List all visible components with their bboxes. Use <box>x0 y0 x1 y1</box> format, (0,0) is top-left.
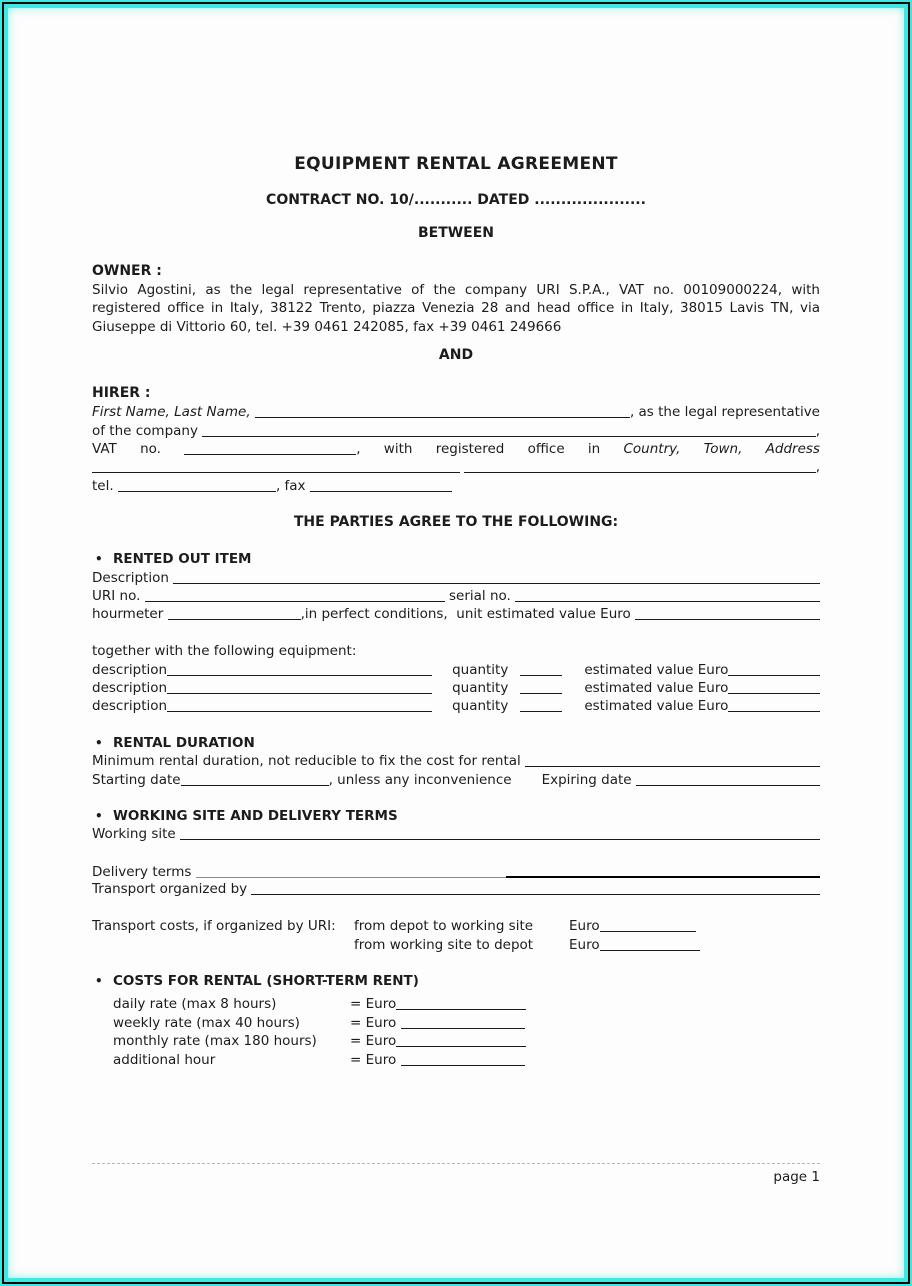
text-segment: Euro <box>569 936 600 953</box>
line-segment <box>506 862 820 876</box>
text-segment: = Euro <box>350 1033 397 1050</box>
and-label: AND <box>438 347 474 364</box>
text-segment: ,in perfect conditions, unit estimated value Euro <box>300 606 636 623</box>
bullet-icon: • <box>95 808 103 823</box>
line-segment <box>600 917 696 930</box>
line-segment <box>180 825 820 838</box>
section-lines <box>92 569 820 716</box>
text-segment: Minimum rental duration, not reducible to fix the cost for rental <box>92 753 526 770</box>
line-segment <box>276 477 310 495</box>
form-line <box>92 862 820 880</box>
line-segment <box>728 661 820 674</box>
blank-line <box>92 844 820 862</box>
line-segment <box>384 440 413 458</box>
teal-frame-inner <box>4 4 908 1282</box>
blank-field <box>401 1016 525 1029</box>
section-heading <box>92 734 820 752</box>
blank-field <box>520 681 562 694</box>
line-segment <box>525 752 820 765</box>
line-segment <box>168 605 301 618</box>
blank-field <box>255 405 630 418</box>
line-segment <box>728 697 820 710</box>
line-segment <box>301 605 635 623</box>
form-line <box>92 995 820 1013</box>
text-segment: Expiring date <box>541 771 636 788</box>
text-segment: VAT <box>92 441 117 457</box>
blank-field <box>506 864 820 878</box>
line-segment <box>145 587 445 600</box>
blank-field <box>401 1053 525 1066</box>
text-segment: Starting date <box>92 771 181 788</box>
line-segment <box>92 1051 350 1069</box>
line-segment <box>92 477 118 495</box>
text-segment: Country, <box>623 441 681 457</box>
blank-field <box>180 827 820 840</box>
line-segment <box>167 679 432 692</box>
text-segment: First Name, Last Name, <box>92 404 255 421</box>
blank-line <box>92 899 820 917</box>
blank-field <box>525 754 820 767</box>
form-line <box>92 403 820 421</box>
line-segment <box>396 1032 526 1045</box>
blank-field <box>202 424 815 437</box>
section-lines <box>92 752 820 789</box>
blank-field <box>167 699 432 712</box>
line-segment <box>92 440 117 458</box>
line-segment <box>92 697 167 715</box>
line-segment <box>401 1014 525 1027</box>
blank-field <box>167 681 432 694</box>
text-segment: description <box>92 698 168 715</box>
text-segment: with <box>383 441 413 457</box>
text-segment: Town, <box>703 441 743 457</box>
line-segment <box>600 936 700 949</box>
blank-field <box>92 460 460 473</box>
text-segment: , fax <box>275 477 310 494</box>
page-footer <box>92 1163 820 1185</box>
form-line <box>92 605 820 623</box>
blank-field <box>396 1034 526 1047</box>
document-page <box>8 8 904 1278</box>
line-segment <box>140 440 161 458</box>
between-label: BETWEEN <box>417 225 495 241</box>
blank-field <box>184 442 356 455</box>
line-segment <box>92 587 145 605</box>
form-line <box>92 661 820 679</box>
blank-field <box>520 699 562 712</box>
text-segment: weekly rate (max 40 hours) <box>113 1014 300 1031</box>
line-segment <box>396 995 526 1008</box>
text-segment: from depot to working site <box>354 918 534 935</box>
line-segment <box>588 440 600 458</box>
line-segment <box>92 752 525 770</box>
form-line <box>92 587 820 605</box>
document-content <box>92 8 820 1069</box>
text-segment: of the company <box>92 422 203 439</box>
line-segment <box>92 403 255 421</box>
line-segment <box>528 440 565 458</box>
line-segment <box>92 880 251 898</box>
blank-field <box>728 699 820 712</box>
form-line <box>92 752 820 770</box>
text-segment: hourmeter <box>92 606 168 623</box>
line-segment <box>202 422 815 435</box>
blank-field <box>600 919 696 932</box>
line-segment <box>569 917 600 935</box>
section-heading <box>92 550 820 568</box>
text-segment: office <box>527 441 565 457</box>
line-segment <box>92 422 202 440</box>
owner-label: OWNER : <box>92 263 162 279</box>
line-segment <box>167 697 432 710</box>
blank-field <box>515 589 820 602</box>
blank-field <box>251 882 820 895</box>
blank-field <box>181 773 329 786</box>
bullet-icon: • <box>95 735 103 750</box>
form-line <box>92 697 820 715</box>
form-line <box>92 679 820 697</box>
form-line <box>92 771 820 789</box>
line-segment <box>432 697 508 715</box>
text-segment: monthly rate (max 180 hours) <box>113 1033 317 1050</box>
form-line <box>92 422 820 440</box>
line-segment <box>562 661 728 679</box>
section-heading-label: WORKING SITE AND DELIVERY TERMS <box>113 807 398 824</box>
line-segment <box>350 995 396 1013</box>
form-line <box>92 917 820 935</box>
line-segment <box>445 587 515 605</box>
form-line <box>92 440 820 458</box>
text-segment: , as the legal representative <box>629 404 820 421</box>
line-segment <box>464 458 815 471</box>
section-heading <box>92 807 820 825</box>
text-segment: serial no. <box>444 587 516 604</box>
line-segment <box>508 697 562 710</box>
text-segment: = Euro <box>350 1014 401 1031</box>
line-segment <box>92 825 180 843</box>
blank-field <box>636 773 820 786</box>
form-line <box>92 569 820 587</box>
section-heading-label: COSTS FOR RENTAL (SHORT-TERM RENT) <box>113 973 419 990</box>
form-line <box>92 477 820 495</box>
text-segment: estimated value Euro <box>584 698 729 715</box>
text-segment: registered <box>435 441 505 457</box>
form-line <box>92 1032 820 1050</box>
hirer-form-lines <box>92 403 820 495</box>
line-segment <box>728 679 820 692</box>
line-segment <box>92 771 181 789</box>
line-segment <box>562 679 728 697</box>
form-sections <box>92 550 820 1069</box>
text-segment: quantity <box>452 661 509 678</box>
text-segment: description <box>92 679 168 696</box>
text-segment: in <box>587 441 601 457</box>
blank-field <box>396 997 526 1010</box>
text-segment: Transport organized by <box>92 881 252 898</box>
text-segment: = Euro <box>350 1051 401 1068</box>
line-segment <box>436 440 505 458</box>
form-line <box>92 936 820 954</box>
line-segment <box>569 936 600 954</box>
line-segment <box>92 1032 350 1050</box>
page-number: page 1 <box>773 1169 820 1185</box>
blank-field <box>728 663 820 676</box>
line-segment <box>350 1014 401 1032</box>
form-line <box>92 642 820 660</box>
line-segment <box>310 477 452 490</box>
line-segment <box>181 771 329 784</box>
text-segment: from working site to depot <box>354 936 534 953</box>
text-segment: Transport costs, if organized by URI: <box>92 918 336 935</box>
line-segment <box>118 477 276 490</box>
text-segment: , unless any inconvenience <box>328 771 512 788</box>
text-segment: daily rate (max 8 hours) <box>113 996 277 1013</box>
section-lines <box>92 990 820 1069</box>
line-segment <box>432 679 508 697</box>
line-segment <box>184 440 360 458</box>
line-segment <box>167 661 432 674</box>
line-segment <box>92 679 167 697</box>
section-heading <box>92 972 820 990</box>
line-segment <box>92 863 196 881</box>
line-segment <box>354 917 569 935</box>
line-segment <box>766 440 820 458</box>
hirer-label: HIRER : <box>92 385 151 402</box>
line-segment <box>92 917 354 935</box>
blank-field <box>196 865 506 878</box>
line-segment <box>92 1014 350 1032</box>
text-segment: URI no. <box>92 587 145 604</box>
section-lines <box>92 825 820 954</box>
text-segment: quantity <box>452 698 509 715</box>
text-segment: , <box>815 422 820 439</box>
blank-field <box>600 938 700 951</box>
line-segment <box>354 936 569 954</box>
text-segment: Delivery terms <box>92 864 196 881</box>
agree-heading: THE PARTIES AGREE TO THE FOLLOWING: <box>293 514 619 531</box>
text-segment: estimated value Euro <box>584 661 729 678</box>
blank-field <box>520 663 562 676</box>
bullet-icon: • <box>95 974 103 989</box>
line-segment <box>512 771 636 789</box>
line-segment <box>635 605 820 618</box>
line-segment <box>92 642 356 660</box>
form-line <box>92 458 820 476</box>
line-segment <box>329 771 512 789</box>
line-segment <box>432 661 508 679</box>
line-segment <box>401 1051 525 1064</box>
line-segment <box>636 771 820 784</box>
line-segment <box>92 569 173 587</box>
line-segment <box>173 569 820 582</box>
form-line <box>92 1014 820 1032</box>
text-segment: quantity <box>452 679 509 696</box>
text-segment: tel. <box>92 477 118 494</box>
line-segment <box>630 403 820 421</box>
line-segment <box>624 440 681 458</box>
line-segment <box>92 995 350 1013</box>
form-line <box>92 825 820 843</box>
text-segment: , <box>815 459 820 476</box>
form-line <box>92 1051 820 1069</box>
text-segment: Address <box>765 441 820 457</box>
blank-field <box>173 571 820 584</box>
line-segment <box>508 679 562 692</box>
blank-line <box>92 624 820 642</box>
line-segment <box>196 863 506 876</box>
line-segment <box>816 458 820 476</box>
text-segment: Euro <box>569 918 600 935</box>
bullet-icon: • <box>95 552 103 567</box>
blank-field <box>168 607 301 620</box>
text-segment: Description <box>92 569 174 586</box>
text-segment: description <box>92 661 168 678</box>
text-segment: no. <box>140 441 161 457</box>
line-segment <box>92 605 168 623</box>
owner-paragraph: Silvio Agostini, as the legal representative of the company URI S.P.A., VAT no. 00109000224, with registered office in Italy, 38122 Trento, piazza Venezia 28 and head office in Italy, 38015 Lavis TN, via Giuseppe di Vittorio 60, tel. +39 0461 242085, fax +39 0461 249666 <box>92 282 820 335</box>
line-segment <box>251 880 820 893</box>
line-segment <box>562 697 728 715</box>
line-segment <box>255 403 630 416</box>
line-segment <box>704 440 743 458</box>
contract-number-line: CONTRACT NO. 10/........... DATED ..................... <box>266 192 646 208</box>
blank-field <box>167 663 432 676</box>
black-frame-band <box>2 2 910 1284</box>
text-segment: together with the following equipment: <box>92 643 357 660</box>
line-segment <box>92 661 167 679</box>
line-segment <box>350 1051 401 1069</box>
line-segment <box>508 661 562 674</box>
footer-separator <box>92 1163 820 1164</box>
text-segment: , <box>356 441 361 457</box>
line-segment <box>92 458 460 471</box>
text-segment: Working site <box>92 826 181 843</box>
blank-field <box>635 607 820 620</box>
line-segment <box>350 1032 396 1050</box>
blank-field <box>310 479 452 492</box>
text-segment: estimated value Euro <box>584 679 729 696</box>
blank-field <box>728 681 820 694</box>
blank-field <box>464 460 815 473</box>
blank-field <box>145 589 445 602</box>
section-heading-label: RENTED OUT ITEM <box>113 551 252 568</box>
text-segment: = Euro <box>350 996 397 1013</box>
document-title: EQUIPMENT RENTAL AGREEMENT <box>294 154 618 174</box>
line-segment <box>515 587 820 600</box>
text-segment: additional hour <box>113 1051 216 1068</box>
line-segment <box>816 422 820 440</box>
section-heading-label: RENTAL DURATION <box>113 734 255 751</box>
form-line <box>92 880 820 898</box>
blank-field <box>118 479 276 492</box>
